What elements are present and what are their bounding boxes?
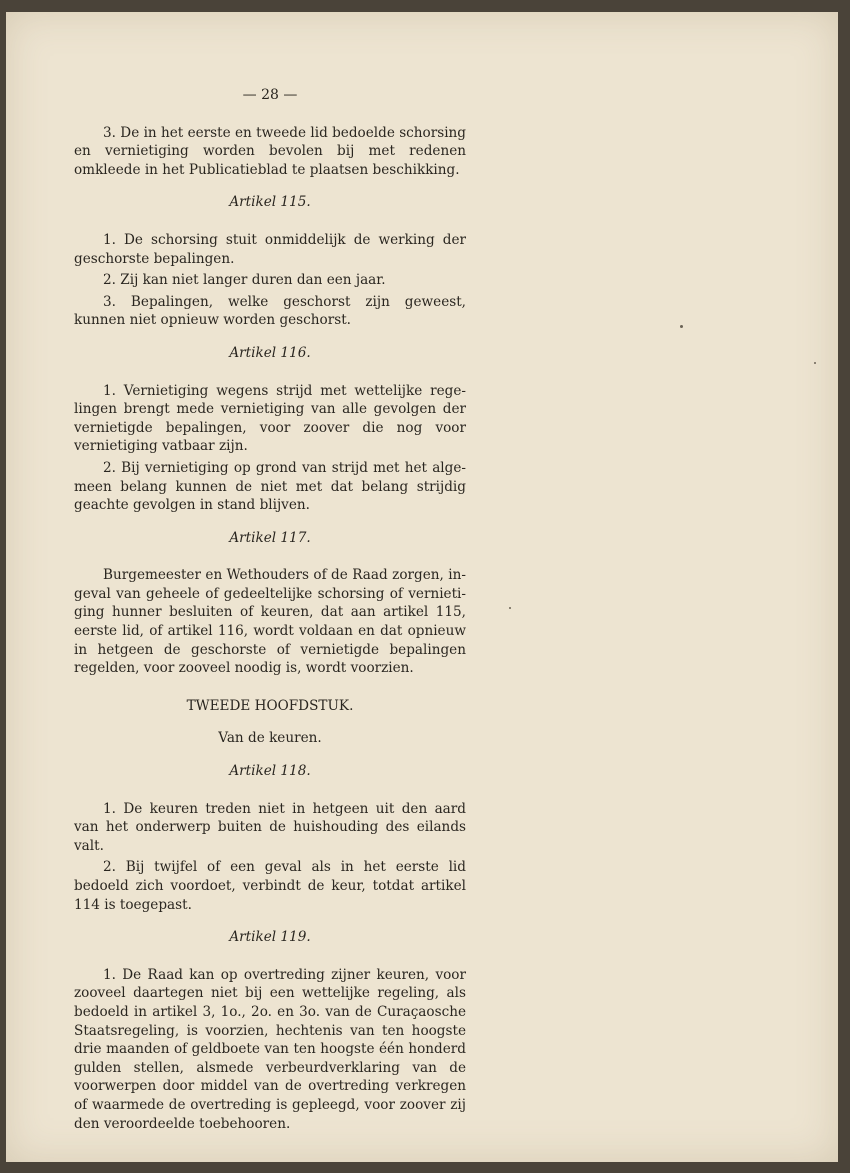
article-heading: Artikel 118. [229, 763, 311, 780]
paragraph: 1. De keuren treden niet in hetgeen uit den aard van het onderwerp buiten de huishouding des eilands valt. [74, 800, 466, 854]
chapter-subheading: Van de keuren. [218, 730, 322, 747]
paragraph: 2. Bij twijfel of een geval als in het eerste lid bedoeld zich voordoet, verbindt de keur, totdat artikel 114 is toegepast. [74, 859, 466, 913]
paragraph: 3. De in het eerste en tweede lid bedoelde schorsing en vernietiging worden bevolen bij met redenen omkleede in het Publicatieblad te plaatsen beschikking. [74, 124, 466, 178]
page-text [74, 86, 466, 1133]
paragraph: 1. De schorsing stuit onmiddelijk de werking der geschorste bepalingen. [74, 231, 466, 267]
paragraph: 1. Vernietiging wegens strijd met wettelijke regelingen brengt mede vernietiging van alle gevolgen der vernietigde bepalingen, voor zoover die nog voor vernietiging vatbaar zijn. [74, 382, 466, 455]
paragraph: 1. De Raad kan op overtreding zijner keuren, voor zooveel daartegen niet bij een wettelijke regeling, als bedoeld in artikel 3, 1o., 2o. en 3o. van de Curaçaosche Staatsregeling, is voorzien, hechtenis van ten hoogste drie maanden of geldboete van ten hoogste één honderd gulden stellen, alsmede verbeurdverklaring van de voorwerpen door middel van de overtreding verkregen of waarmede de overtreding is gepleegd, voor zoover zij den veroordeelde toebehooren. [74, 966, 466, 1132]
paragraph: 2. Zij kan niet langer duren dan een jaar. [103, 272, 386, 289]
paper-speck [680, 325, 683, 328]
article-heading: Artikel 115. [229, 194, 311, 211]
page-number: — 28 — [242, 87, 298, 103]
paragraph: 3. Bepalingen, welke geschorst zijn geweest, kunnen niet opnieuw worden geschorst. [74, 293, 466, 329]
article-heading: Artikel 117. [229, 529, 311, 546]
paper-speck [814, 362, 816, 364]
article-heading: Artikel 119. [229, 929, 311, 946]
chapter-heading: TWEEDE HOOFDSTUK. [186, 697, 354, 714]
paragraph: 2. Bij vernietiging op grond van strijd met het algemeen belang kunnen de niet met dat belang strijdig geachte gevolgen in stand blijven. [74, 459, 466, 514]
paragraph: Burgemeester en Wethouders of de Raad zorgen, ingeval van geheele of gedeeltelijke schorsing of vernietiging hunner besluiten of keuren, dat aan artikel 115, eerste lid, of artikel 116, wordt voldaan en dat opnieuw in hetgeen de geschorste of vernietigde bepalingen regelden, voor zooveel noodig is, wordt voorzien. [74, 567, 466, 677]
paper-speck [509, 607, 511, 609]
article-heading: Artikel 116. [229, 344, 311, 361]
